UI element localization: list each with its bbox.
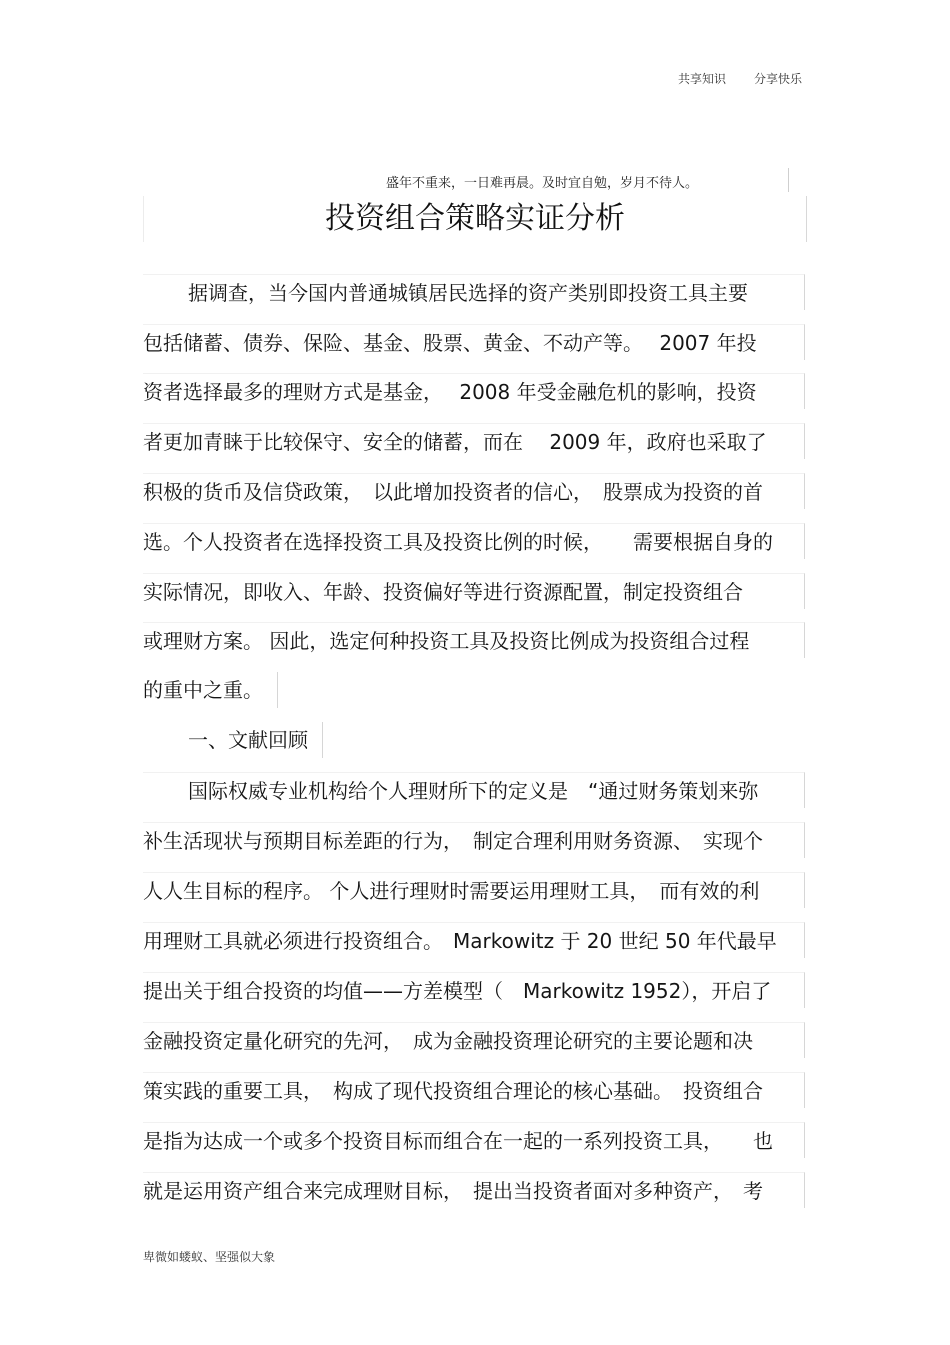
body-line: 实际情况，即收入、年龄、投资偏好等进行资源配置，制定投资组合 [143,573,805,609]
document-title: 投资组合策略实证分析 [143,196,807,242]
body-line: 积极的货币及信贷政策， 以此增加投资者的信心， 股票成为投资的首 [143,473,805,509]
body-line: 包括储蓄、债券、保险、基金、股票、黄金、不动产等。 2007 年投 [143,324,805,360]
body-line: 是指为达成一个或多个投资目标而组合在一起的一系列投资工具， 也 [143,1122,805,1158]
body-line: 就是运用资产组合来完成理财目标， 提出当投资者面对多种资产， 考 [143,1172,805,1208]
body-line: 的重中之重。 [143,672,278,708]
header-right-label: 分享快乐 [753,72,802,86]
body-line: 选。个人投资者在选择投资工具及投资比例的时候， 需要根据自身的 [143,523,805,559]
header-left-label: 共享知识 [677,72,726,86]
body-line: 据调查，当今国内普通城镇居民选择的资产类别即投资工具主要 [143,274,805,310]
body-line: 金融投资定量化研究的先河， 成为金融投资理论研究的主要论题和决 [143,1022,805,1058]
page-footer: 卑微如蝼蚁、坚强似大象 [143,1250,276,1264]
body-line: 提出关于组合投资的均值——方差模型（ Markowitz 1952），开启了 [143,972,805,1008]
motto-line: 盛年不重来，一日难再晨。及时宜自勉，岁月不待人。 [386,176,699,191]
body-line: 人人生目标的程序。 个人进行理财时需要运用理财工具， 而有效的利 [143,872,805,908]
body-line: 策实践的重要工具， 构成了现代投资组合理论的核心基础。 投资组合 [143,1072,805,1108]
body-line: 资者选择最多的理财方式是基金， 2008 年受金融危机的影响，投资 [143,373,805,409]
body-line: 国际权威专业机构给个人理财所下的定义是 “通过财务策划来弥 [143,772,805,808]
motto-divider [788,168,789,192]
body-line: 者更加青睐于比较保守、安全的储蓄，而在 2009 年，政府也采取了 [143,423,805,459]
body-line: 补生活现状与预期目标差距的行为， 制定合理利用财务资源、 实现个 [143,822,805,858]
body-line: 或理财方案。 因此，选定何种投资工具及投资比例成为投资组合过程 [143,622,805,658]
body-line: 用理财工具就必须进行投资组合。 Markowitz 于 20 世纪 50 年代最早 [143,922,805,958]
page-header [678,70,802,87]
section-heading: 一、文献回顾 [143,722,323,758]
